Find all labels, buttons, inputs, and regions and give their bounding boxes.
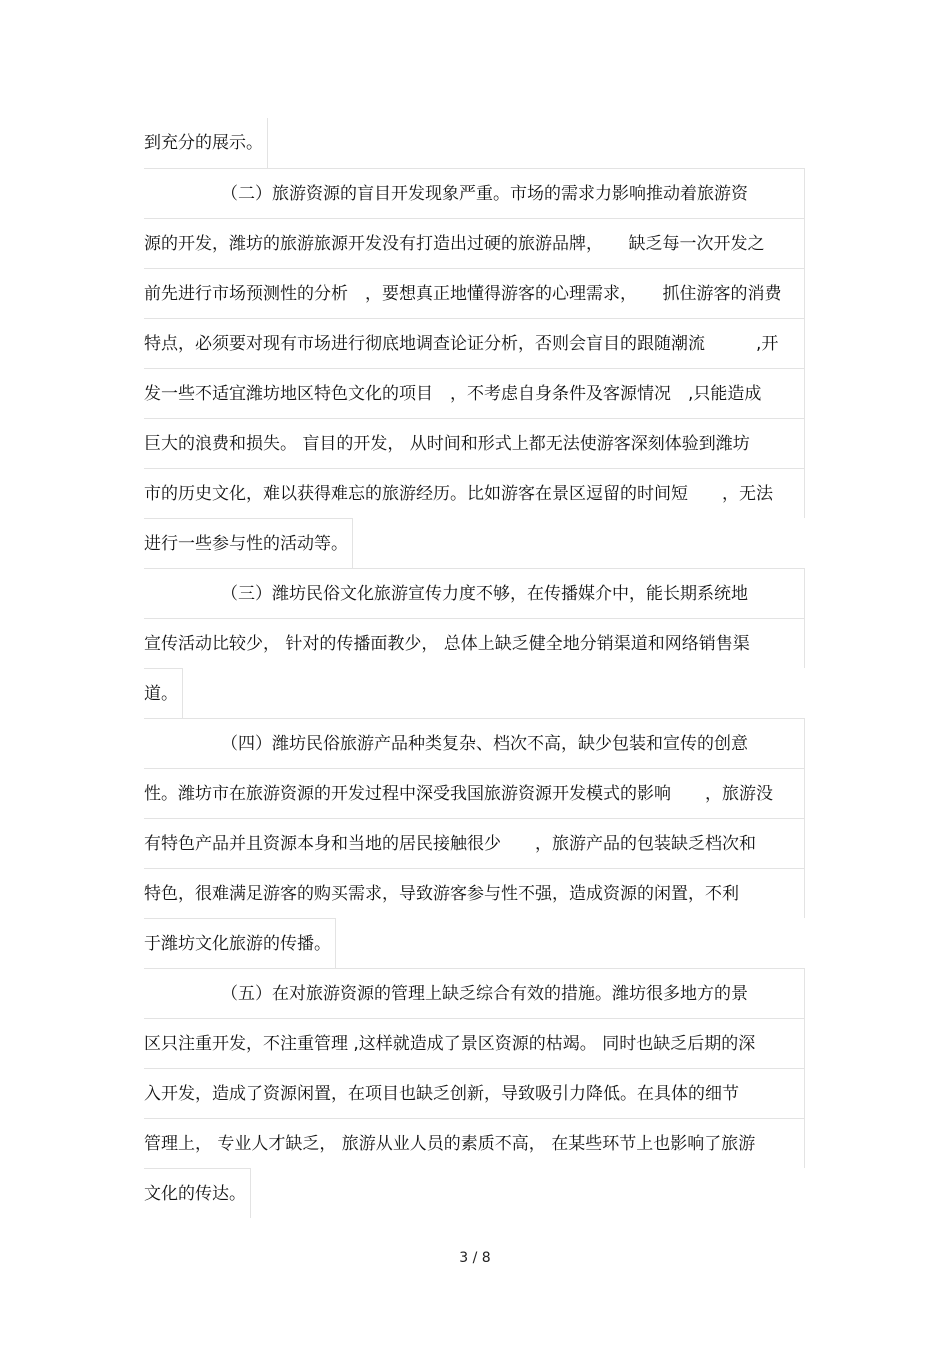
text-line-8: 市的历史文化，难以获得难忘的旅游经历。比如游客在景区逗留的时间短 ，无法 xyxy=(144,468,805,518)
text-line-18: （五）在对旅游资源的管理上缺乏综合有效的措施。潍坊很多地方的景 xyxy=(144,968,805,1018)
text-line-9: 进行一些参与性的活动等。 xyxy=(144,518,353,568)
text-line-22: 文化的传达。 xyxy=(144,1168,251,1218)
text-line-12: 道。 xyxy=(144,668,183,718)
text-line-13: （四）潍坊民俗旅游产品种类复杂、档次不高，缺少包装和宣传的创意 xyxy=(144,718,805,768)
text-line-6: 发一些不适宜潍坊地区特色文化的项目 ，不考虑自身条件及客源情况 ,只能造成 xyxy=(144,368,805,418)
text-line-10: （三）潍坊民俗文化旅游宣传力度不够，在传播媒介中，能长期系统地 xyxy=(144,568,805,618)
text-line-14: 性。潍坊市在旅游资源的开发过程中深受我国旅游资源开发模式的影响 ，旅游没 xyxy=(144,768,805,818)
text-line-20: 入开发，造成了资源闲置，在项目也缺乏创新，导致吸引力降低。在具体的细节 xyxy=(144,1068,805,1118)
text-line-17: 于潍坊文化旅游的传播。 xyxy=(144,918,336,968)
text-line-4: 前先进行市场预测性的分析 ，要想真正地懂得游客的心理需求， 抓住游客的消费 xyxy=(144,268,805,318)
text-line-1: 到充分的展示。 xyxy=(144,118,268,168)
text-line-15: 有特色产品并且资源本身和当地的居民接触很少 ，旅游产品的包装缺乏档次和 xyxy=(144,818,805,868)
text-line-21: 管理上， 专业人才缺乏， 旅游从业人员的素质不高， 在某些环节上也影响了旅游 xyxy=(144,1118,805,1168)
text-line-19: 区只注重开发，不注重管理 ,这样就造成了景区资源的枯竭。 同时也缺乏后期的深 xyxy=(144,1018,805,1068)
text-line-11: 宣传活动比较少， 针对的传播面教少， 总体上缺乏健全地分销渠道和网络销售渠 xyxy=(144,618,805,668)
text-line-16: 特色，很难满足游客的购买需求，导致游客参与性不强，造成资源的闲置，不利 xyxy=(144,868,805,918)
text-line-5: 特点，必须要对现有市场进行彻底地调查论证分析，否则会盲目的跟随潮流 ,开 xyxy=(144,318,805,368)
text-line-7: 巨大的浪费和损失。 盲目的开发， 从时间和形式上都无法使游客深刻体验到潍坊 xyxy=(144,418,805,468)
text-line-3: 源的开发，潍坊的旅游旅源开发没有打造出过硬的旅游品牌， 缺乏每一次开发之 xyxy=(144,218,805,268)
text-line-2: （二）旅游资源的盲目开发现象严重。市场的需求力影响推动着旅游资 xyxy=(144,168,805,218)
page-number: 3 / 8 xyxy=(459,1250,491,1266)
